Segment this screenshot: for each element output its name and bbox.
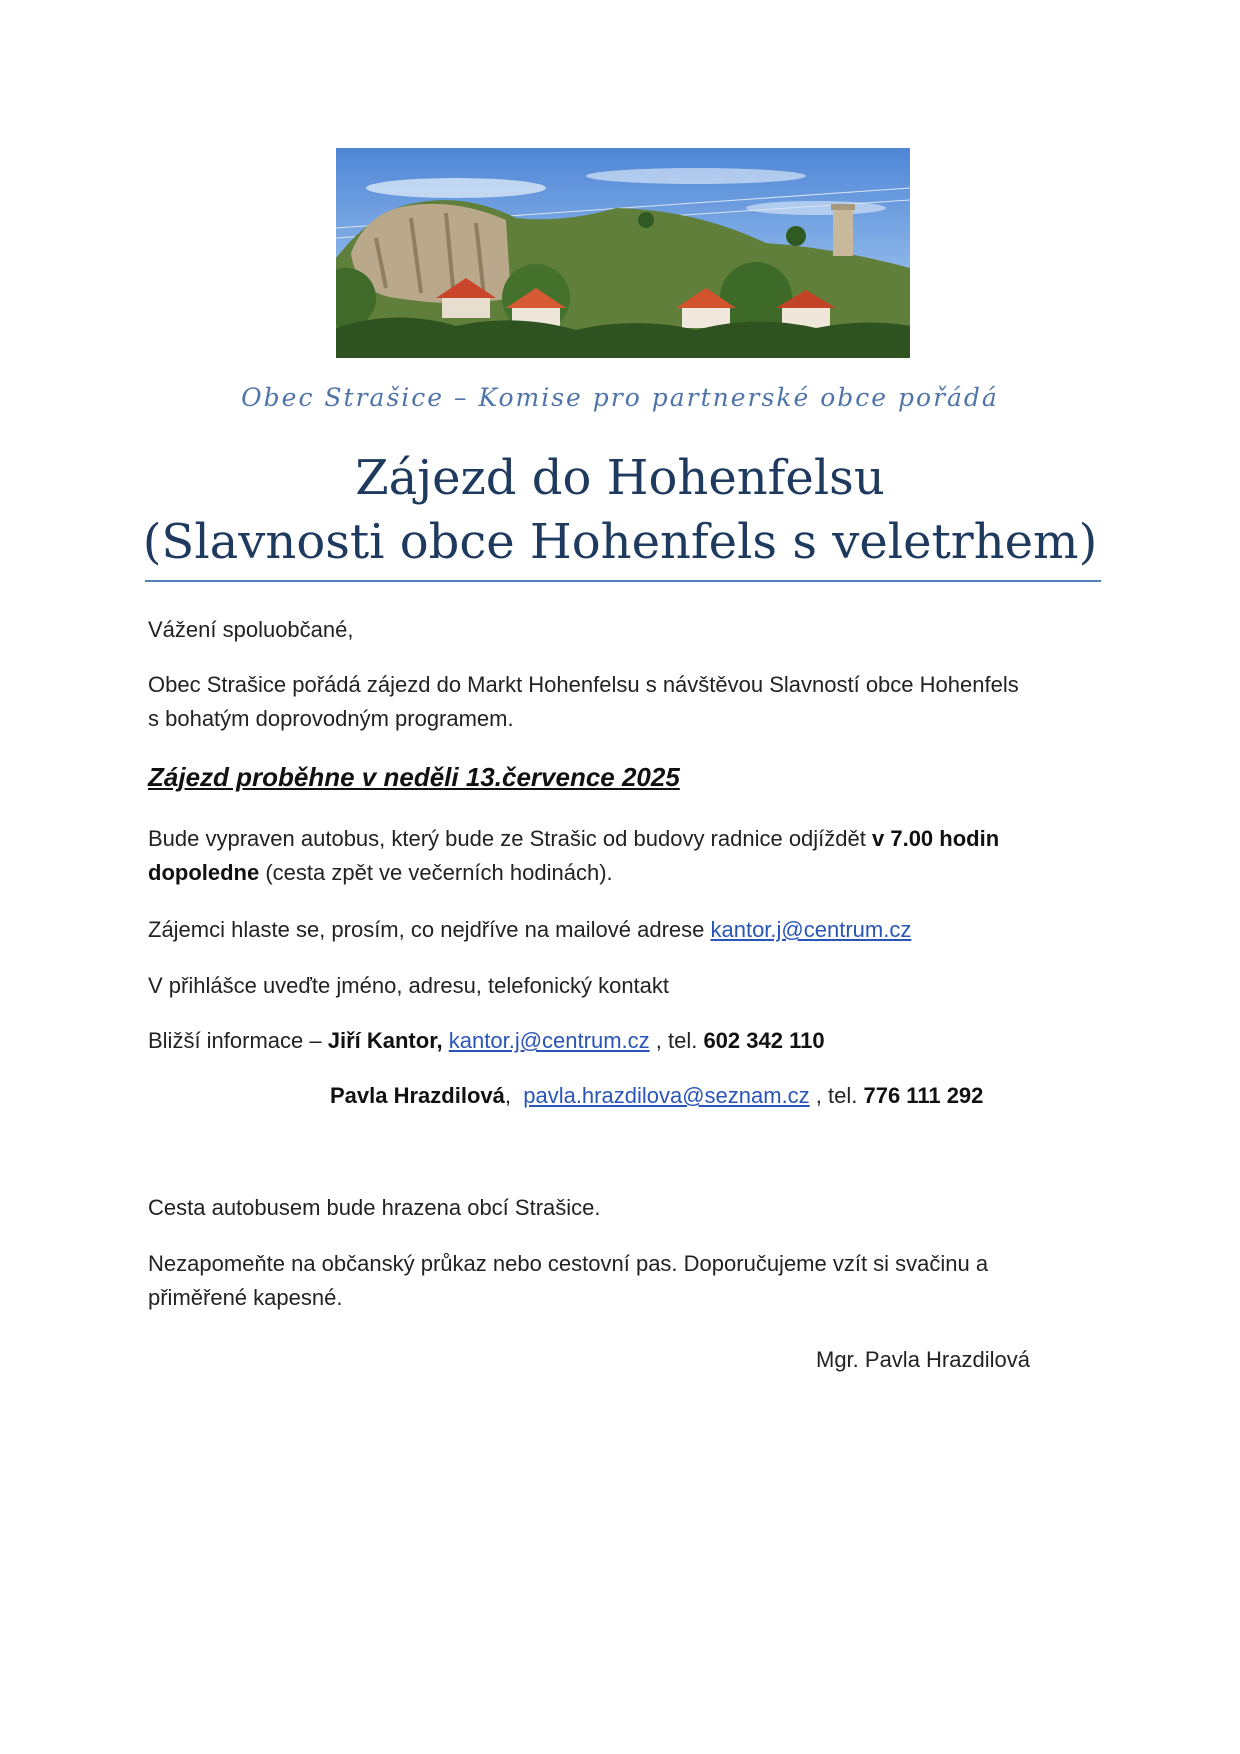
page-title-line1: Zájezd do Hohenfelsu <box>355 450 885 506</box>
departure-period: dopoledne <box>148 860 260 885</box>
return-note: (cesta zpět ve večerních hodinách). <box>259 860 613 885</box>
signup-email-link[interactable]: kantor.j@centrum.cz <box>710 917 912 942</box>
organizer-subtitle: Obec Strašice – Komise pro partnerské obce pořádá <box>241 383 999 412</box>
departure-time: v 7.00 hodin <box>872 826 1000 851</box>
hero-photo <box>336 148 910 358</box>
cost-note: Cesta autobusem bude hrazena obcí Strašice. <box>148 1195 601 1220</box>
contact1-tel-label: , tel. <box>649 1028 704 1053</box>
signup-paragraph <box>148 913 1068 947</box>
greeting: Vážení spoluobčané, <box>148 617 354 642</box>
contact-2: Pavla Hrazdilová, pavla.hrazdilova@seznam.cz , tel. 776 111 292 <box>330 1083 984 1108</box>
contact2-email-link[interactable]: pavla.hrazdilova@seznam.cz <box>523 1083 810 1108</box>
intro-line1: Obec Strašice pořádá zájezd do Markt Hohenfelsu s návštěvou Slavností obce Hohenfels <box>148 672 1019 697</box>
intro-paragraph <box>148 668 1068 736</box>
contact1-tel: 602 342 110 <box>703 1028 825 1053</box>
reminder-paragraph <box>148 1247 1068 1315</box>
signup-text: Zájemci hlaste se, prosím, co nejdříve na mailové adrese <box>148 917 711 942</box>
contact-1 <box>148 1024 1068 1058</box>
title-divider <box>145 580 1101 582</box>
contact1-email-link[interactable]: kantor.j@centrum.cz <box>448 1028 650 1053</box>
contact2-tel: 776 111 292 <box>863 1083 984 1108</box>
bus-paragraph <box>148 822 1068 890</box>
form-instructions: V přihlášce uveďte jméno, adresu, telefonický kontakt <box>148 973 670 998</box>
reminder-line1: Nezapomeňte na občanský průkaz nebo cestovní pas. Doporučujeme vzít si svačinu a <box>148 1251 989 1276</box>
info-prefix: Bližší informace – <box>148 1028 328 1053</box>
signature: Mgr. Pavla Hrazdilová <box>816 1347 1030 1372</box>
intro-line2: s bohatým doprovodným programem. <box>148 706 514 731</box>
date-heading: Zájezd proběhne v neděli 13.července 2025 <box>148 762 680 792</box>
contact2-name: Pavla Hrazdilová <box>330 1083 505 1108</box>
contact1-name: Jiří Kantor, <box>327 1028 443 1053</box>
page-title-line2: (Slavnosti obce Hohenfels s veletrhem) <box>142 514 1098 570</box>
contact2-tel-label: , tel. <box>809 1083 864 1108</box>
reminder-line2: přiměřené kapesné. <box>148 1285 343 1310</box>
bus-text: Bude vypraven autobus, který bude ze Strašic od budovy radnice odjíždět <box>148 826 872 851</box>
